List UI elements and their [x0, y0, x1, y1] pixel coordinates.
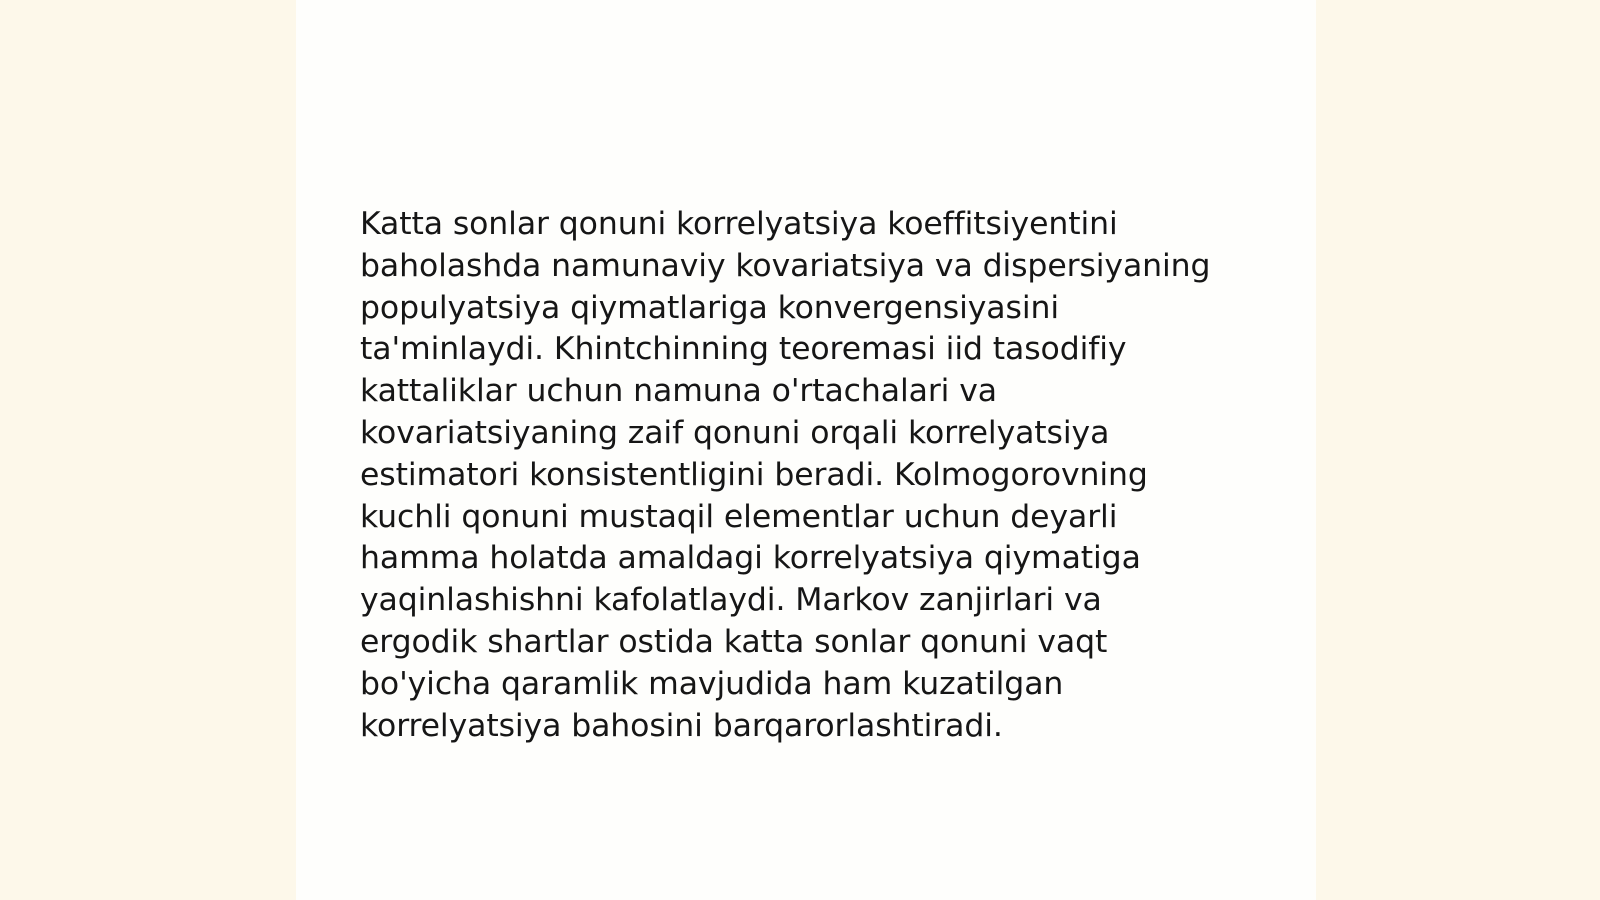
document-page	[296, 0, 1316, 900]
paragraph-line: yaqinlashishni kafolatlaydi. Markov zanjirlari va	[360, 582, 1102, 619]
paragraph-line: ergodik shartlar ostida katta sonlar qonuni vaqt	[360, 623, 1108, 660]
body-paragraph	[360, 204, 1260, 747]
paragraph-line: Katta sonlar qonuni korrelyatsiya koeffitsiyentini	[360, 206, 1118, 242]
paragraph-line: baholashda namunaviy kovariatsiya va dispersiyaning	[360, 247, 1211, 284]
paragraph-line: estimatori konsistentligini beradi. Kolmogorovning	[360, 456, 1148, 493]
paragraph-line: kovariatsiyaning zaif qonuni orqali korrelyatsiya	[360, 414, 1110, 451]
paragraph-line: bo'yicha qaramlik mavjudida ham kuzatilgan	[360, 665, 1064, 702]
paragraph-line: kattaliklar uchun namuna o'rtachalari va	[360, 373, 997, 410]
paragraph-line: kuchli qonuni mustaqil elementlar uchun deyarli	[360, 498, 1118, 535]
paragraph-line: ta'minlaydi. Khintchinning teoremasi iid tasodifiy	[360, 331, 1127, 368]
paragraph-line: hamma holatda amaldagi korrelyatsiya qiymatiga	[360, 540, 1141, 577]
paragraph-line: korrelyatsiya bahosini barqarorlashtiradi.	[360, 707, 1003, 744]
paragraph-line: populyatsiya qiymatlariga konvergensiyasini	[360, 289, 1059, 326]
